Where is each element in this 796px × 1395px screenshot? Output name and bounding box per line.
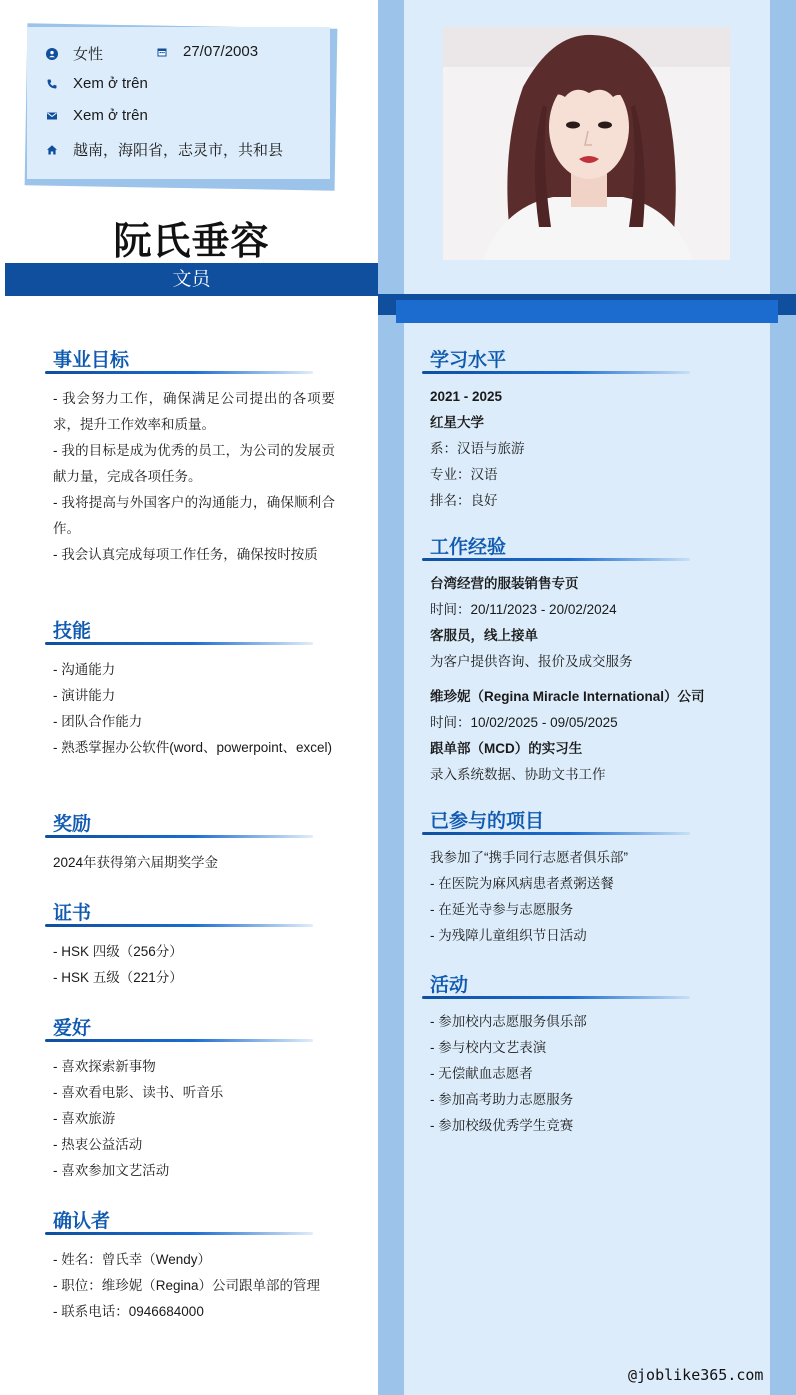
project-item: - 在医院为麻风病患者煮粥送餐 (430, 876, 614, 891)
phone-icon (45, 77, 59, 91)
hobbies-heading: 爱好 (53, 1017, 92, 1039)
job-company: 维珍妮（Regina Miracle International）公司 (430, 689, 705, 704)
certificate-item: - HSK 五级（221分） (53, 970, 183, 985)
experience-job-1 (430, 571, 760, 675)
education-department: 系：汉语与旅游 (430, 441, 525, 456)
skills-heading: 技能 (53, 620, 92, 642)
address-text: 越南，海阳省，志灵市，共和县 (73, 142, 284, 159)
objective-divider (45, 371, 313, 374)
certificates-heading: 证书 (53, 902, 92, 924)
skills-divider (45, 642, 313, 645)
job-role: 客服员，线上接单 (430, 628, 538, 643)
education-school: 红星大学 (430, 415, 484, 430)
certificates-list (53, 939, 335, 991)
job-company: 台湾经营的服装销售专页 (430, 576, 579, 591)
activity-item: - 无偿献血志愿者 (430, 1066, 533, 1081)
calendar-icon (155, 45, 169, 59)
experience-job-2 (430, 684, 760, 788)
activity-item: - 参加高考助力志愿服务 (430, 1092, 574, 1107)
awards-divider (45, 835, 313, 838)
hobby-item: - 喜欢探索新事物 (53, 1059, 156, 1074)
skill-item: - 熟悉掌握办公软件(word、powerpoint、excel) (53, 740, 333, 755)
objective-item: - 我将提高与外国客户的沟通能力，确保顺利合作。 (53, 495, 335, 536)
reference-heading: 确认者 (53, 1210, 111, 1232)
hobbies-divider (45, 1039, 313, 1042)
activity-item: - 参加校级优秀学生竞赛 (430, 1118, 574, 1133)
hobby-item: - 喜欢旅游 (53, 1111, 116, 1126)
hobby-item: - 喜欢参加文艺活动 (53, 1163, 170, 1178)
objective-item: - 我的目标是成为优秀的员工，为公司的发展贡献力量，完成各项任务。 (53, 443, 335, 484)
objective-heading: 事业目标 (53, 349, 130, 371)
project-item: - 在延光寺参与志愿服务 (430, 902, 574, 917)
activities-divider (422, 996, 690, 999)
footer-watermark: @joblike365.com (628, 1366, 764, 1384)
hobby-item: - 热衷公益活动 (53, 1137, 143, 1152)
education-period: 2021 - 2025 (430, 389, 503, 404)
activities-list (430, 1009, 760, 1139)
position-title-bar (5, 263, 378, 296)
job-role: 跟单部（MCD）的实习生 (430, 741, 583, 756)
dob-row (155, 43, 258, 60)
reference-list (53, 1247, 335, 1325)
objective-item: - 我会努力工作，确保满足公司提出的各项要求，提升工作效率和质量。 (53, 391, 335, 432)
education-heading: 学习水平 (430, 349, 507, 371)
home-icon (45, 143, 59, 157)
education-divider (422, 371, 690, 374)
experience-heading: 工作经验 (430, 536, 507, 558)
position-bar-right-accent (396, 300, 778, 323)
job-time: 时间：10/02/2025 - 09/05/2025 (430, 715, 618, 730)
skills-list (53, 657, 335, 761)
experience-divider (422, 558, 690, 561)
email-text: Xem ở trên (73, 107, 148, 124)
awards-list (53, 850, 335, 876)
reference-item: - 职位：维珍妮（Regina）公司跟单部的管理 (53, 1278, 321, 1293)
activity-item: - 参与校内文艺表演 (430, 1040, 547, 1055)
award-item: 2024年获得第六届期奖学金 (53, 855, 219, 870)
address-row (45, 139, 283, 160)
person-icon (45, 47, 59, 61)
phone-row (45, 75, 148, 92)
skill-item: - 演讲能力 (53, 688, 116, 703)
dob-text: 27/07/2003 (183, 43, 259, 60)
project-item: - 为残障儿童组织节日活动 (430, 928, 587, 943)
skill-item: - 沟通能力 (53, 662, 116, 677)
projects-heading: 已参与的项目 (430, 810, 545, 832)
project-item: 我参加了“携手同行志愿者俱乐部” (430, 850, 628, 865)
activity-item: - 参加校内志愿服务俱乐部 (430, 1014, 587, 1029)
hobbies-list (53, 1054, 335, 1184)
education-block (430, 384, 760, 514)
position-title: 文员 (172, 268, 211, 290)
gender-row (45, 43, 103, 64)
education-rank: 排名：良好 (430, 493, 498, 508)
skill-item: - 团队合作能力 (53, 714, 143, 729)
candidate-name: 阮氏垂容 (113, 219, 270, 263)
phone-text: Xem ở trên (73, 75, 148, 92)
projects-list (430, 845, 760, 949)
gender-text: 女性 (73, 46, 104, 63)
education-major: 专业：汉语 (430, 467, 498, 482)
reference-item: - 联系电话：0946684000 (53, 1304, 204, 1319)
envelope-icon (45, 109, 59, 123)
hobby-item: - 喜欢看电影、读书、听音乐 (53, 1085, 224, 1100)
contact-box (27, 27, 330, 179)
awards-heading: 奖励 (53, 813, 92, 835)
certificate-item: - HSK 四级（256分） (53, 944, 183, 959)
reference-item: - 姓名：曾氏幸（Wendy） (53, 1252, 212, 1267)
reference-divider (45, 1232, 313, 1235)
job-desc: 录入系统数据、协助文书工作 (430, 767, 606, 782)
job-desc: 为客户提供咨询、报价及成交服务 (430, 654, 633, 669)
profile-photo (443, 27, 730, 260)
projects-divider (422, 832, 690, 835)
certificates-divider (45, 924, 313, 927)
job-time: 时间：20/11/2023 - 20/02/2024 (430, 602, 617, 617)
activities-heading: 活动 (430, 974, 469, 996)
objective-item: - 我会认真完成每项工作任务，确保按时按质 (53, 547, 318, 562)
email-row (45, 107, 148, 124)
objective-list (53, 386, 335, 568)
